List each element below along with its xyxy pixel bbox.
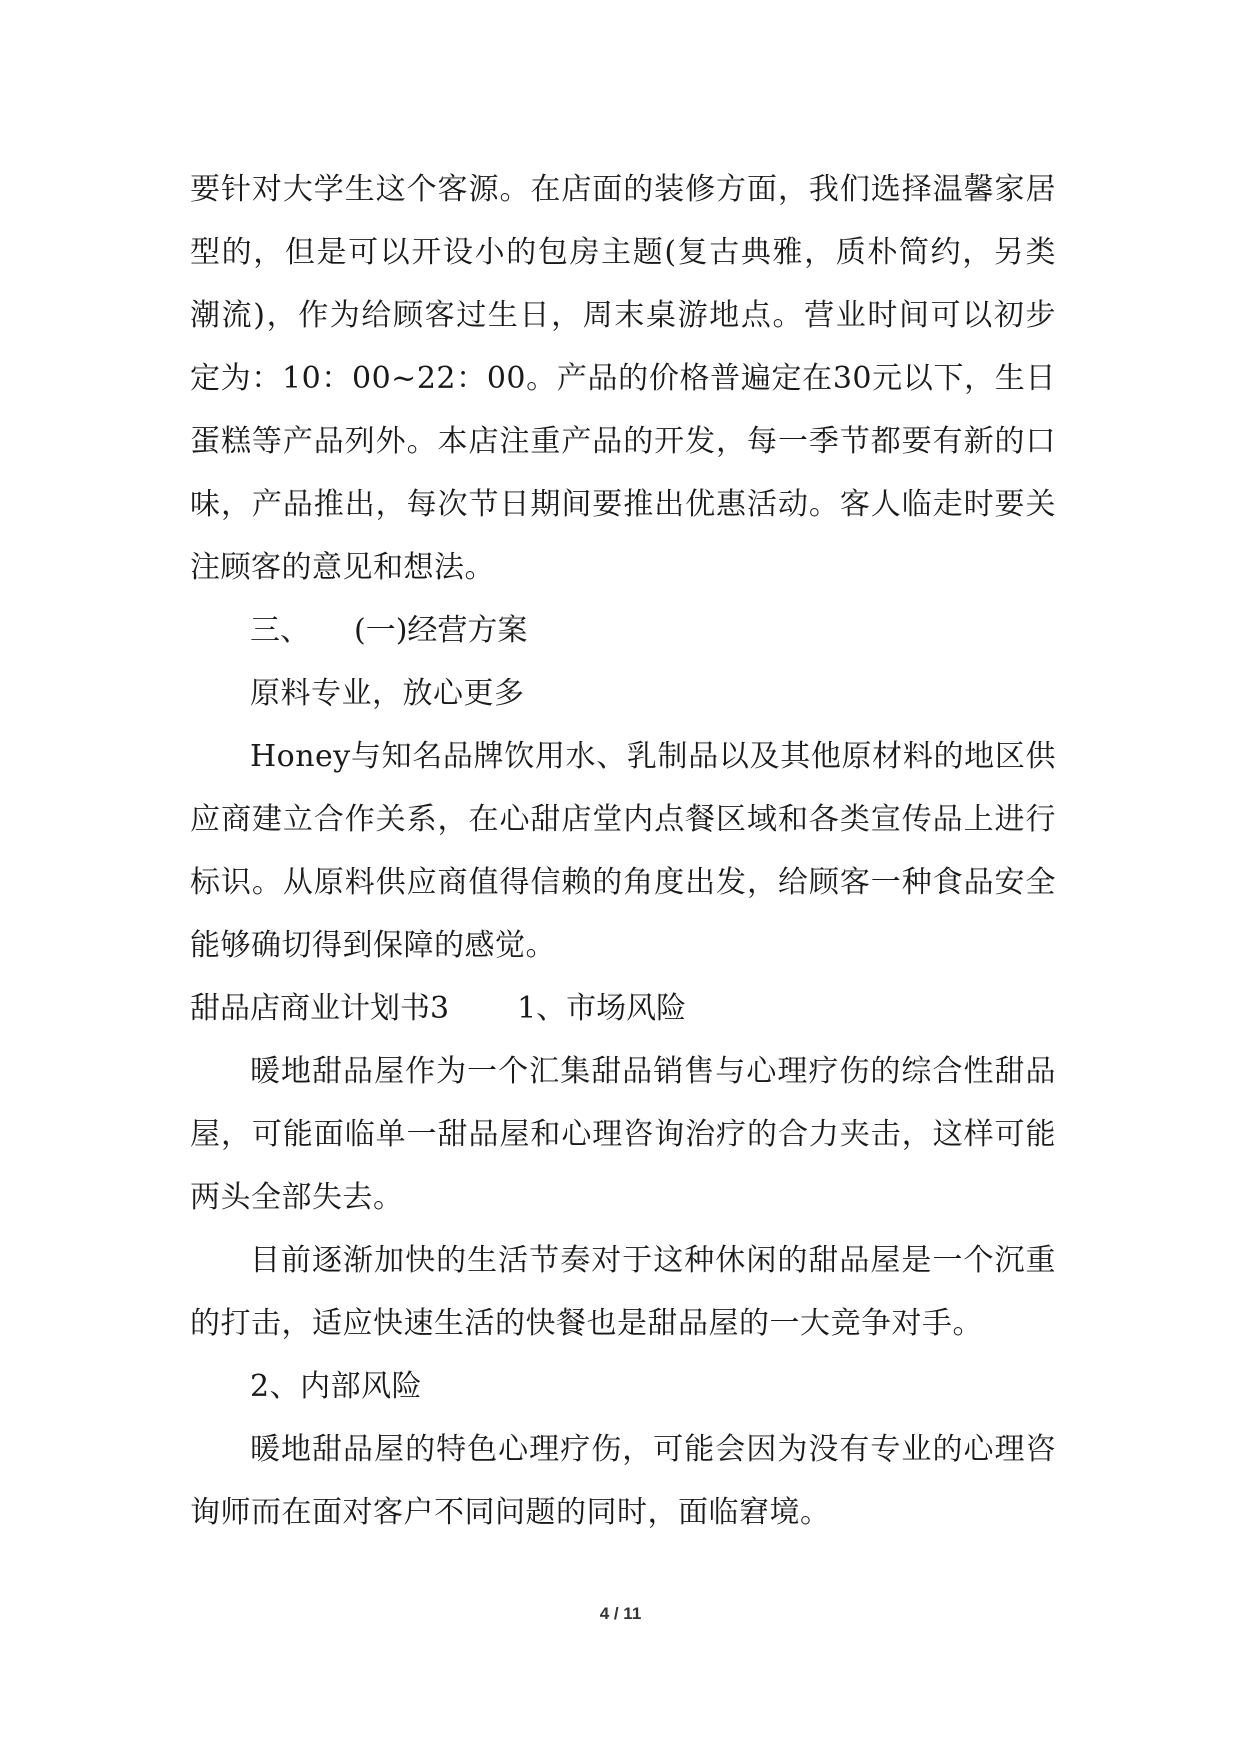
paragraph-market-risk: 暖地甜品屋作为一个汇集甜品销售与心理疗伤的综合性甜品屋，可能面临单一甜品屋和心理咨询治疗的合力夹击，这样可能两头全部失去。 [190, 1054, 1056, 1215]
paragraph-slogan: 原料专业，放心更多 [250, 676, 525, 711]
paragraph-internal-risk: 暖地甜品屋的特色心理疗伤，可能会因为没有专业的心理咨询师而在面对客户不同问题的同时，面临窘境。 [190, 1432, 1056, 1530]
document-body [190, 158, 1056, 1544]
risk-heading-internal: 2、内部风险 [250, 1369, 423, 1404]
document-title: 甜品店商业计划书3 [190, 991, 450, 1026]
section-heading [190, 599, 1056, 662]
document-subtitle-row [190, 977, 1056, 1040]
section-number: 三、 [250, 613, 310, 648]
section-title: (一)经营方案 [354, 613, 528, 648]
paragraph-decor-hours: 要针对大学生这个客源。在店面的装修方面，我们选择温馨家居型的，但是可以开设小的包房主题(复古典雅，质朴简约，另类潮流)，作为给顾客过生日，周末桌游地点。营业时间可以初步定为：10：00~22：00。产品的价格普遍定在30元以下，生日蛋糕等产品列外。本店注重产品的开发，每一季节都要有新的口味，产品推出，每次节日期间要推出优惠活动。客人临走时要关注顾客的意见和想法。 [190, 172, 1056, 585]
paragraph-suppliers: Honey与知名品牌饮用水、乳制品以及其他原材料的地区供应商建立合作关系，在心甜店堂内点餐区域和各类宣传品上进行标识。从原料供应商值得信赖的角度出发，给顾客一种食品安全能够确切得到保障的感觉。 [190, 739, 1056, 963]
paragraph-pace-of-life: 目前逐渐加快的生活节奏对于这种休闲的甜品屋是一个沉重的打击，适应快速生活的快餐也是甜品屋的一大竞争对手。 [190, 1243, 1056, 1341]
risk-heading-market: 1、市场风险 [517, 991, 687, 1026]
page-number: 4 / 11 [599, 1604, 642, 1623]
